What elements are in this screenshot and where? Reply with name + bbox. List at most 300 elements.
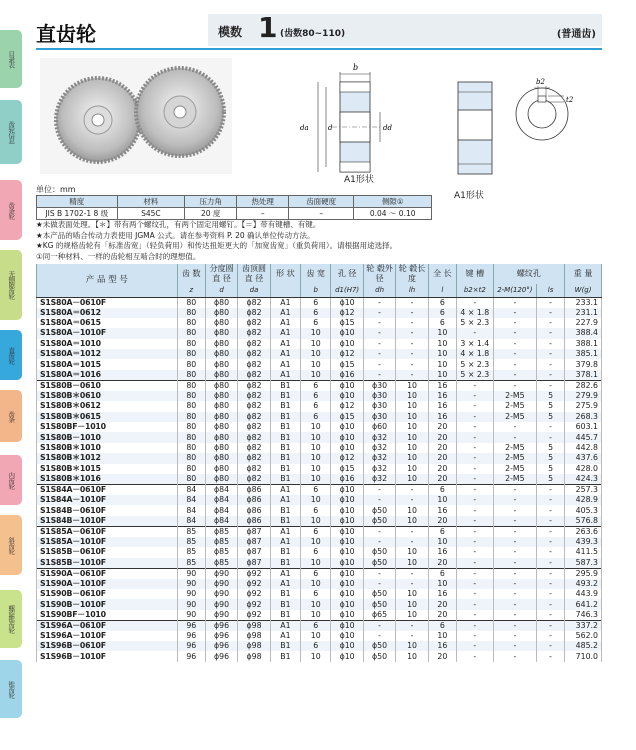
table-cell: - [493, 641, 536, 651]
table-cell: ϕ32 [363, 443, 395, 453]
part-number-cell: S1S80A＝1016 [37, 370, 178, 381]
table-cell: - [396, 297, 428, 308]
table-cell: 10 [396, 422, 428, 432]
table-cell: 85 [177, 537, 205, 547]
header-symbol: b2×t2 [456, 284, 493, 297]
table-cell: - [537, 651, 565, 661]
table-cell: ϕ50 [363, 641, 395, 651]
part-number-cell: S1S80A＝1010 [37, 339, 178, 349]
table-cell: - [493, 380, 536, 391]
part-number-cell: S1S80A＝0612 [37, 308, 178, 318]
table-cell: ϕ90 [205, 579, 237, 589]
table-cell: A1 [270, 359, 300, 369]
table-row [37, 579, 602, 589]
table-cell: - [396, 349, 428, 359]
table-cell: ϕ10 [331, 380, 363, 391]
table-cell: ϕ10 [331, 443, 363, 453]
table-cell: - [456, 651, 493, 661]
part-number-cell: S1S84A－1010F [37, 495, 178, 505]
sidebar-tab[interactable]: 内齿轮 [0, 455, 22, 505]
table-cell: 10 [301, 464, 331, 474]
table-cell: ϕ80 [205, 349, 237, 359]
sidebar-tab[interactable]: 齿条轮 [0, 180, 22, 240]
table-cell: 4 × 1.8 [456, 308, 493, 318]
table-cell: - [396, 318, 428, 328]
table-row [37, 631, 602, 641]
table-cell: - [493, 308, 536, 318]
table-cell: - [456, 568, 493, 579]
part-number-cell: S1S80B－1010 [37, 432, 178, 442]
table-cell: 85 [177, 547, 205, 557]
part-number-cell: S1S80B＊0610 [37, 391, 178, 401]
table-cell: 10 [301, 610, 331, 621]
table-cell: 10 [301, 558, 331, 569]
table-cell: - [396, 526, 428, 537]
table-cell: ϕ50 [363, 547, 395, 557]
sidebar-tab[interactable]: 齿轮信息 [0, 100, 22, 164]
table-cell: ϕ10 [331, 589, 363, 599]
table-cell: 10 [396, 412, 428, 422]
part-number-cell: S1S90A－1010F [37, 579, 178, 589]
table-cell: - [456, 620, 493, 631]
table-cell: 16 [428, 589, 456, 599]
table-cell: - [493, 495, 536, 505]
table-cell: ϕ10 [331, 579, 363, 589]
table-row [37, 610, 602, 621]
part-number-cell: S1S85B－0610F [37, 547, 178, 557]
module-box [208, 11, 602, 46]
table-cell: ϕ80 [205, 370, 237, 381]
table-cell: 6 [301, 484, 331, 495]
table-cell: 20 [428, 599, 456, 609]
table-cell: - [456, 610, 493, 621]
dim-dd: dd [383, 124, 392, 132]
sidebar-tab[interactable]: 齿条 [0, 390, 22, 442]
table-cell: - [493, 651, 536, 661]
table-cell: ϕ82 [238, 432, 270, 442]
table-cell: ϕ10 [331, 505, 363, 515]
table-cell: B1 [270, 412, 300, 422]
table-cell: 20 [428, 651, 456, 661]
table-cell: 10 [428, 537, 456, 547]
table-cell: ϕ30 [363, 380, 395, 391]
table-cell: 6 [301, 318, 331, 328]
header-hub-dia: 轮 毂外 径 [363, 264, 395, 284]
table-cell: 10 [301, 339, 331, 349]
table-cell: 20 [428, 516, 456, 527]
table-row [37, 349, 602, 359]
table-cell: - [456, 328, 493, 338]
table-cell: 2-M5 [493, 464, 536, 474]
table-cell: 10 [301, 631, 331, 641]
notes [36, 220, 606, 262]
table-cell: - [537, 641, 565, 651]
table-cell: 6 [428, 568, 456, 579]
table-cell: - [363, 537, 395, 547]
spec-value: JIS B 1702-1 8 级 [37, 208, 118, 220]
table-cell: 10 [301, 474, 331, 485]
table-cell: 379.8 [565, 359, 602, 369]
table-cell: ϕ30 [363, 412, 395, 422]
header-face-width: 齿 宽 [301, 264, 331, 284]
table-cell: 10 [396, 599, 428, 609]
table-header-row [37, 264, 602, 284]
table-cell: - [456, 443, 493, 453]
note-line: ★本产品的啮合传动力表使用 JGMA 公式。请在参考资料 P. 20 确认单位传动方法。 [36, 230, 315, 240]
part-number-cell: S1S80B＊1016 [37, 474, 178, 485]
table-cell: 587.3 [565, 558, 602, 569]
part-number-cell: S1S80B＊1010 [37, 443, 178, 453]
table-cell: - [456, 412, 493, 422]
table-cell: ϕ80 [205, 412, 237, 422]
table-cell: - [493, 599, 536, 609]
table-cell: ϕ92 [238, 599, 270, 609]
table-cell: ϕ92 [238, 579, 270, 589]
table-cell: 6 [428, 297, 456, 308]
table-cell: 80 [177, 412, 205, 422]
table-cell: - [456, 474, 493, 485]
sidebar-tab[interactable]: 无侧隙齿轮 [0, 250, 22, 320]
table-cell: A1 [270, 318, 300, 328]
part-number-cell: S1S90B－0610F [37, 589, 178, 599]
table-cell: 10 [396, 589, 428, 599]
part-number-cell: S1S85A－1010F [37, 537, 178, 547]
table-cell: 80 [177, 339, 205, 349]
table-cell: 2-M5 [493, 412, 536, 422]
table-cell: ϕ82 [238, 359, 270, 369]
part-number-cell: S1S80BF－1010 [37, 422, 178, 432]
unit-label: 单位：mm [36, 185, 76, 194]
table-cell: 227.9 [565, 318, 602, 328]
table-cell: - [456, 599, 493, 609]
sidebar-tab[interactable]: 斜齿轮 [0, 515, 22, 575]
table-cell: ϕ80 [205, 432, 237, 442]
table-cell: ϕ80 [205, 308, 237, 318]
table-cell: 603.1 [565, 422, 602, 432]
table-cell: 6 [301, 620, 331, 631]
table-cell: 10 [301, 599, 331, 609]
table-cell: 20 [428, 464, 456, 474]
table-cell: - [493, 484, 536, 495]
table-cell: 20 [428, 443, 456, 453]
table-cell: ϕ80 [205, 422, 237, 432]
table-cell: 80 [177, 443, 205, 453]
table-cell: - [396, 495, 428, 505]
table-row [37, 599, 602, 609]
table-cell: 10 [301, 328, 331, 338]
table-cell: - [493, 328, 536, 338]
table-cell: 268.3 [565, 412, 602, 422]
note-line: ★未做表面处理。【＊】带有两个螺纹孔，有两个固定用螺钉。【＝】带有键槽、有键。 [36, 220, 321, 229]
table-cell: 6 [301, 308, 331, 318]
dim-t2: t2 [566, 96, 574, 104]
table-cell: 6 [301, 391, 331, 401]
table-cell: - [396, 537, 428, 547]
table-cell: - [363, 349, 395, 359]
header-hub-len: 轮 毂长 度 [396, 264, 428, 284]
table-cell: - [456, 432, 493, 442]
table-row [37, 526, 602, 537]
table-cell: - [537, 484, 565, 495]
table-cell: ϕ65 [363, 610, 395, 621]
table-cell: 411.5 [565, 547, 602, 557]
table-cell: 84 [177, 495, 205, 505]
table-cell: 90 [177, 579, 205, 589]
table-cell: A1 [270, 370, 300, 381]
table-cell: - [493, 568, 536, 579]
table-cell: 6 [301, 641, 331, 651]
table-cell: 6 [428, 308, 456, 318]
header-symbol: dh [363, 284, 395, 297]
product-photo [40, 58, 232, 174]
table-cell: 20 [428, 558, 456, 569]
table-cell: ϕ50 [363, 599, 395, 609]
table-row [37, 412, 602, 422]
table-cell: - [456, 464, 493, 474]
dim-b2: b2 [536, 78, 545, 86]
table-row [37, 474, 602, 485]
table-cell: ϕ86 [238, 505, 270, 515]
table-cell: 337.2 [565, 620, 602, 631]
table-row [37, 453, 602, 463]
spec-value: S45C [117, 208, 185, 220]
table-cell: 10 [301, 579, 331, 589]
part-number-cell: S1S96A－1010F [37, 631, 178, 641]
table-cell: 257.3 [565, 484, 602, 495]
table-cell: - [537, 495, 565, 505]
table-cell: - [456, 297, 493, 308]
header-bore: 孔 径 [331, 264, 363, 284]
table-cell: ϕ10 [331, 620, 363, 631]
part-number-cell: S1S80B＊1015 [37, 464, 178, 474]
table-cell: - [456, 453, 493, 463]
table-cell: - [493, 620, 536, 631]
table-row [37, 443, 602, 453]
table-cell: ϕ96 [205, 641, 237, 651]
table-cell: B1 [270, 453, 300, 463]
table-cell: - [493, 370, 536, 381]
table-cell: B1 [270, 432, 300, 442]
table-cell: ϕ12 [331, 401, 363, 411]
table-cell: ϕ10 [331, 422, 363, 432]
table-cell: B1 [270, 610, 300, 621]
table-cell: - [456, 641, 493, 651]
table-cell: 10 [396, 391, 428, 401]
table-cell: 6 [428, 620, 456, 631]
sidebar-tab[interactable]: 螺旋锥齿轮 [0, 590, 22, 648]
table-cell: 10 [428, 631, 456, 641]
table-cell: 96 [177, 631, 205, 641]
table-cell: - [537, 526, 565, 537]
table-cell: - [363, 568, 395, 579]
table-cell: ϕ50 [363, 589, 395, 599]
table-cell: - [537, 599, 565, 609]
table-cell: ϕ85 [205, 526, 237, 537]
table-cell: - [363, 297, 395, 308]
table-row [37, 651, 602, 661]
header-symbol: W(g) [565, 284, 602, 297]
table-cell: - [456, 631, 493, 641]
table-cell: B1 [270, 547, 300, 557]
table-cell: 424.3 [565, 474, 602, 485]
table-cell: - [537, 308, 565, 318]
table-cell: 80 [177, 401, 205, 411]
table-cell: 5 [537, 474, 565, 485]
table-cell: B1 [270, 516, 300, 527]
note-line: ①同一种材料、一样的齿轮相互啮合时的理想值。 [36, 251, 201, 261]
table-cell: ϕ12 [331, 349, 363, 359]
table-cell: 16 [428, 547, 456, 557]
header-keyway: 键 槽 [456, 264, 493, 284]
table-cell: ϕ82 [238, 443, 270, 453]
table-cell: A1 [270, 568, 300, 579]
table-cell: - [396, 620, 428, 631]
table-cell: 10 [396, 401, 428, 411]
table-cell: ϕ80 [205, 443, 237, 453]
table-cell: - [363, 359, 395, 369]
table-cell: - [456, 589, 493, 599]
table-cell: ϕ10 [331, 641, 363, 651]
table-row [37, 641, 602, 651]
table-cell: - [493, 526, 536, 537]
spec-header: 侧隙① [354, 196, 432, 208]
table-cell: 80 [177, 380, 205, 391]
table-cell: ϕ98 [238, 620, 270, 631]
table-cell: ϕ10 [331, 568, 363, 579]
table-cell: ϕ82 [238, 318, 270, 328]
table-cell: - [493, 432, 536, 442]
sidebar-tab[interactable]: 目录表 [0, 30, 22, 88]
table-row [37, 308, 602, 318]
table-cell: 10 [396, 443, 428, 453]
table-cell: ϕ10 [331, 526, 363, 537]
table-cell: - [493, 349, 536, 359]
product-table [36, 264, 602, 662]
table-cell: 6 [301, 568, 331, 579]
table-cell: 80 [177, 359, 205, 369]
table-cell: - [537, 432, 565, 442]
part-number-cell: S1S80A－1010F [37, 328, 178, 338]
table-cell: 5 × 2.3 [456, 318, 493, 328]
table-cell: 10 [428, 339, 456, 349]
table-row [37, 422, 602, 432]
table-cell: ϕ87 [238, 547, 270, 557]
table-cell: 10 [301, 359, 331, 369]
table-cell: 10 [428, 579, 456, 589]
table-cell: ϕ80 [205, 297, 237, 308]
table-cell: - [363, 484, 395, 495]
table-cell: - [396, 370, 428, 381]
table-cell: - [537, 370, 565, 381]
table-cell: ϕ50 [363, 558, 395, 569]
table-cell: 10 [396, 651, 428, 661]
table-cell: ϕ10 [331, 610, 363, 621]
table-cell: ϕ84 [205, 495, 237, 505]
table-cell: B1 [270, 641, 300, 651]
part-number-cell: S1S84B－0610F [37, 505, 178, 515]
table-cell: B1 [270, 599, 300, 609]
table-cell: 84 [177, 505, 205, 515]
table-cell: 385.1 [565, 349, 602, 359]
table-cell: ϕ10 [331, 339, 363, 349]
table-cell: - [537, 422, 565, 432]
table-cell: - [363, 339, 395, 349]
header-symbol: z [177, 284, 205, 297]
table-cell: 10 [428, 370, 456, 381]
table-cell: - [493, 579, 536, 589]
table-cell: A1 [270, 297, 300, 308]
table-cell: 282.6 [565, 380, 602, 391]
sidebar-tab[interactable]: 锥齿轮 [0, 660, 22, 718]
table-cell: 10 [301, 349, 331, 359]
table-row [37, 359, 602, 369]
spec-header: 齿面硬度 [289, 196, 354, 208]
table-cell: - [493, 558, 536, 569]
module-label: 模数 [218, 25, 243, 39]
table-cell: 378.1 [565, 370, 602, 381]
sidebar-tab[interactable]: 直齿轮 [0, 330, 22, 380]
table-cell: - [363, 526, 395, 537]
spec-header: 精度 [37, 196, 118, 208]
header-symbol: d [205, 284, 237, 297]
table-cell: ϕ82 [238, 370, 270, 381]
table-cell: 16 [428, 641, 456, 651]
table-cell: - [493, 537, 536, 547]
table-cell: ϕ10 [331, 328, 363, 338]
table-cell: 6 [428, 526, 456, 537]
table-cell: ϕ80 [205, 359, 237, 369]
table-cell: 84 [177, 484, 205, 495]
part-number-cell: S1S80B－0610 [37, 380, 178, 391]
part-number-cell: S1S90A－0610F [37, 568, 178, 579]
header-pitch-dia: 分度圆直 径 [205, 264, 237, 284]
spec-value: – [289, 208, 354, 220]
part-number-cell: S1S80A＝1012 [37, 349, 178, 359]
note-line: ★KG 的规格齿轮有「标准齿宽」（轻负荷用）和传达扭矩更大的「加宽齿宽」（重负荷用）。请根据用途选择。 [36, 241, 398, 250]
keyway-detail-drawing [512, 76, 582, 166]
table-cell: 6 [301, 380, 331, 391]
table-cell: B1 [270, 422, 300, 432]
table-cell: - [456, 422, 493, 432]
part-number-cell: S1S90B－1010F [37, 599, 178, 609]
table-cell: ϕ50 [363, 505, 395, 515]
table-cell: - [396, 579, 428, 589]
table-cell: 80 [177, 349, 205, 359]
table-cell: B1 [270, 505, 300, 515]
table-cell: A1 [270, 495, 300, 505]
table-cell: - [456, 558, 493, 569]
table-cell: 16 [428, 401, 456, 411]
table-cell: - [537, 568, 565, 579]
table-cell: 20 [428, 474, 456, 485]
table-cell: ϕ10 [331, 631, 363, 641]
gear-image-icon [40, 58, 232, 174]
header-screw: 螺纹孔 [493, 264, 564, 284]
table-cell: - [537, 579, 565, 589]
table-cell: 10 [428, 328, 456, 338]
table-cell: - [456, 391, 493, 401]
table-cell: 80 [177, 453, 205, 463]
table-row [37, 568, 602, 579]
table-cell: B1 [270, 391, 300, 401]
table-cell: 10 [301, 370, 331, 381]
table-cell: 10 [428, 349, 456, 359]
table-cell: ϕ10 [331, 547, 363, 557]
part-number-cell: S1S80A＝0615 [37, 318, 178, 328]
table-cell: ϕ12 [331, 308, 363, 318]
part-number-cell: S1S84A－0610F [37, 484, 178, 495]
table-cell: 80 [177, 391, 205, 401]
